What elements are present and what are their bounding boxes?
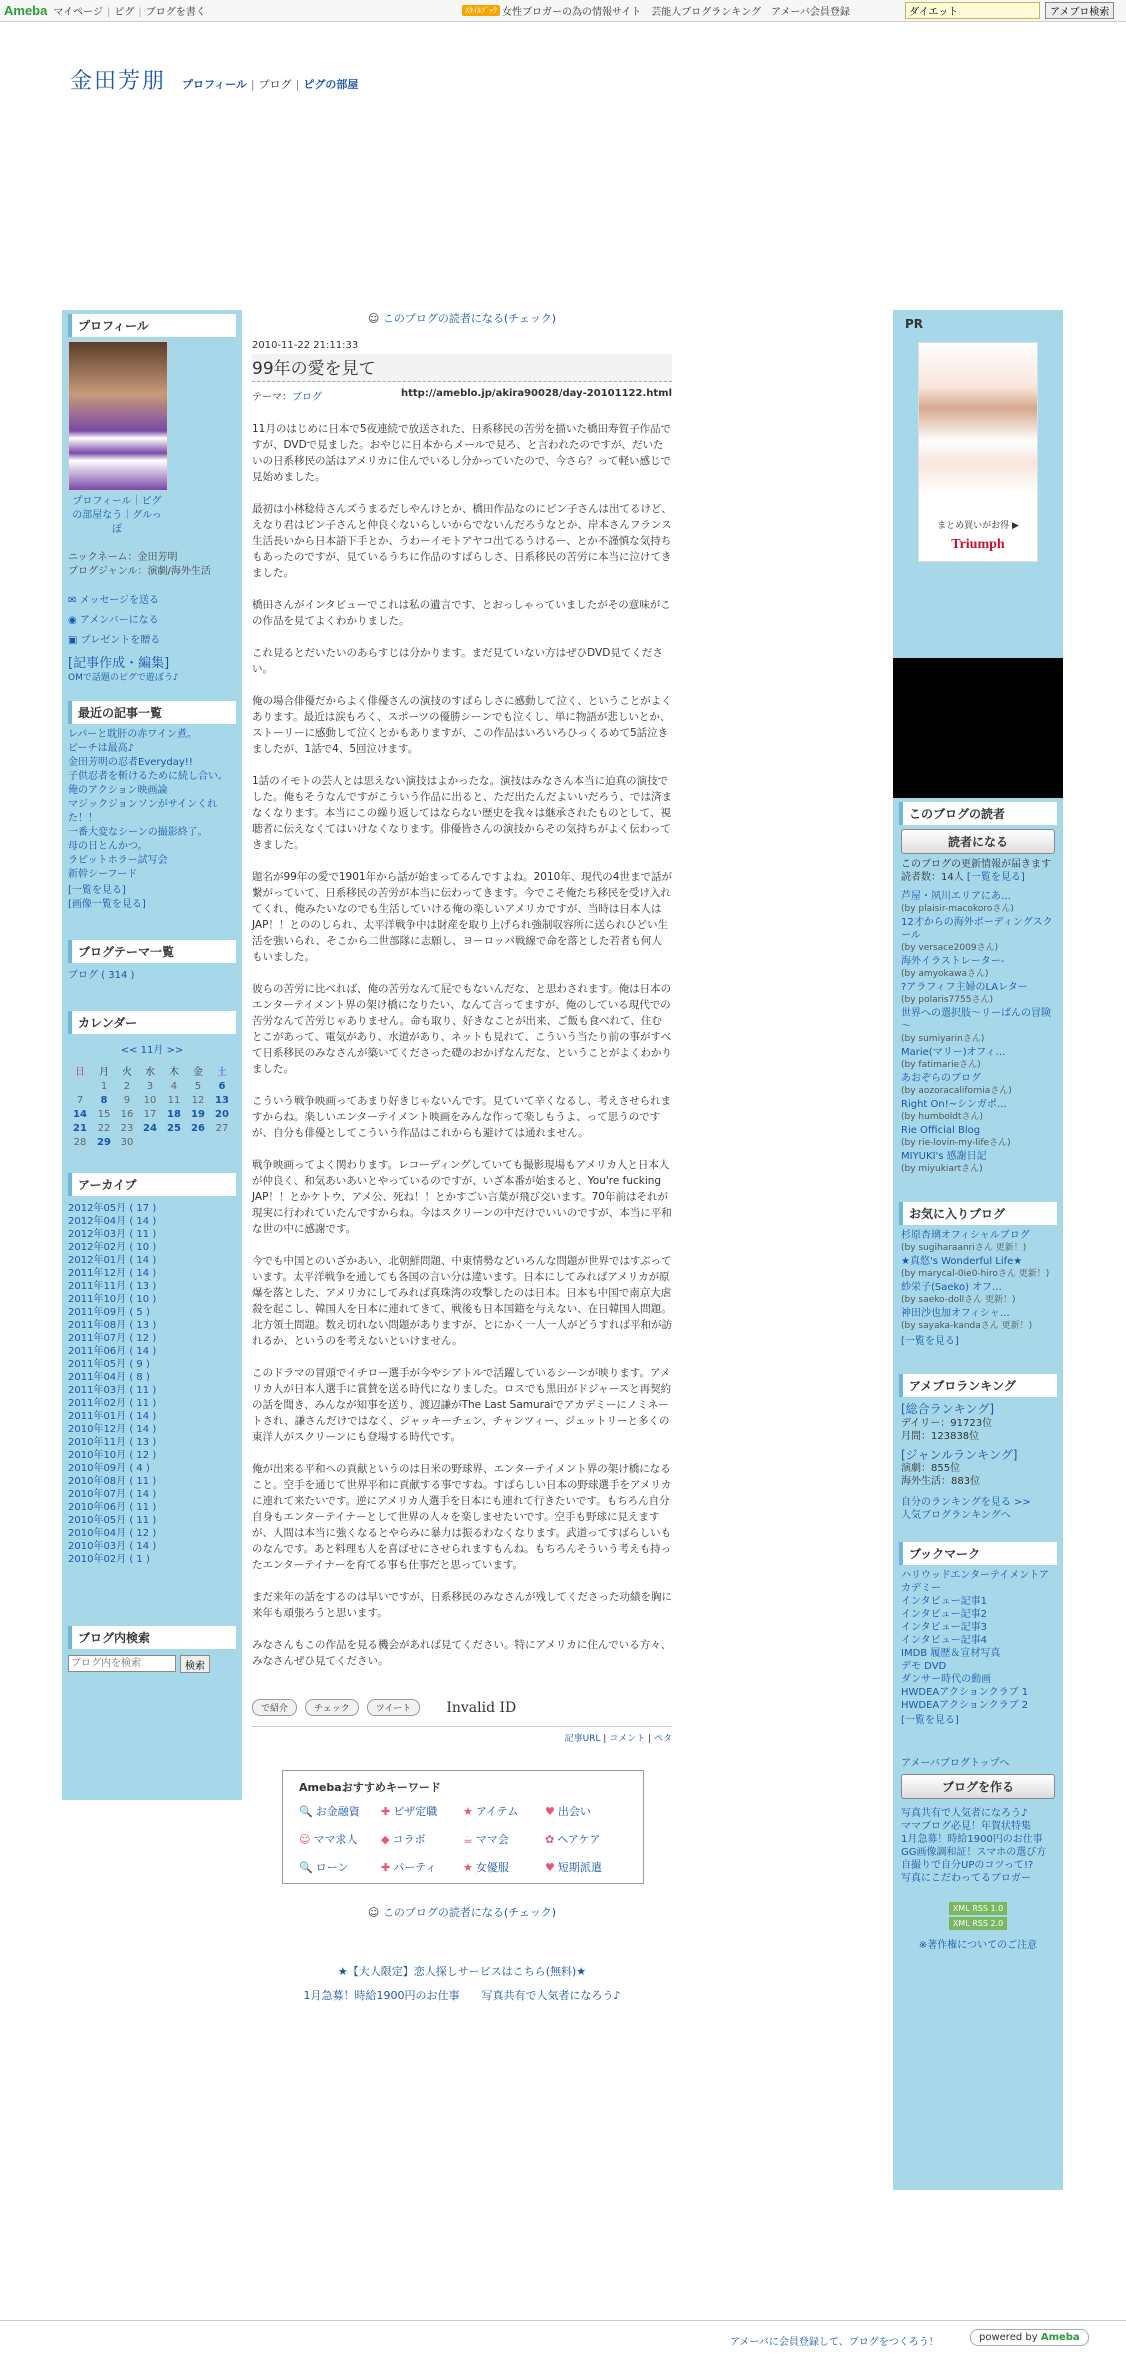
archive-item[interactable]: 2010年09月 ( 4 )	[68, 1463, 150, 1474]
keyword-icon: ★	[463, 1861, 473, 1874]
reader-link-bottom[interactable]: ☺ このブログの読者になる(チェック)	[367, 1906, 557, 1919]
readers-heading: このブログの読者	[899, 802, 1057, 825]
keyword-link[interactable]: ☺ ママ求人	[299, 1833, 358, 1846]
mypage-link[interactable]: マイページ	[53, 7, 103, 18]
reader-item	[901, 1150, 1055, 1176]
ameba-top-link[interactable]: アメーバブログトップへ	[901, 1758, 1010, 1769]
recent-all-link[interactable]: [一覧を見る]	[68, 885, 126, 896]
keyword-icon: ✚	[381, 1861, 391, 1874]
keyword-link[interactable]: ♥ 短期派遣	[545, 1861, 602, 1874]
entry-paragraph: 11月のはじめに日本で5夜連続で放送された、日系移民の苦労を描いた橋田寿賀子作品ですが、DVDで見ました。おやじに日本からメールで見ろ、と言われたのですが、だいたいの日系移民の話はアメリカに住んでいるし分かっていたので、今さら？って軽い感じで見始めました。	[252, 423, 672, 483]
create-blog-button[interactable]: ブログを作る	[901, 1774, 1055, 1799]
archive-item[interactable]: 2011年08月 ( 13 )	[68, 1320, 157, 1331]
ameba-logo[interactable]: Ameba	[4, 3, 48, 18]
fav-author: (by sugiharaanriさん 更新！)	[901, 1243, 1027, 1253]
fav-heading: お気に入りブログ	[899, 1202, 1057, 1225]
share-bar	[252, 1699, 672, 1716]
stylebook-badge: ｽﾀｲﾙﾌﾞｯｸ	[462, 5, 500, 16]
monthly-rank: 月間：123838位	[901, 1431, 980, 1442]
pigg-promo-link[interactable]: OMで話題のピグで遊ぼう♪	[68, 673, 179, 683]
archive-list	[62, 1202, 242, 1566]
entry-paragraph: 1話のイモトの芸人とは思えない演技はよかったな。演技はみなさん本当に迫真の演技でした。俺もそうなんですがこういう作品に出ると、ただ出たんだよいいだろう、では済まなくなります。本当にこの繰り返してはならない歴史を我々は継承されたものとして、視聴者に伝えなくてはいけなくなります。俳優皆さんの演技からその気持ちがよく伝わってきました。	[252, 775, 672, 851]
reader-author: (by rie-lovin-my-lifeさん)	[901, 1138, 1011, 1148]
fav-item	[901, 1255, 1055, 1281]
main-content	[252, 310, 672, 2008]
calendar-day: 9	[123, 1094, 131, 1106]
promo-link-2[interactable]: 1月急募！時給1900円のお仕事	[303, 1989, 460, 2002]
entry-paragraph: 今でも中国とのいざかあい、北朝鮮問題、中東情勢などいろんな問題が世界ではすぶっています。太平洋戦争を通しても各国の言い分は違います。日本にしてみればアメリカが原爆を落とした、アメリカにしてみれば真珠湾の攻撃したのは日本。日本も中国で南京大虐殺を起こし、韓国人を日本に連れてきて、戦後も日本国籍を与えない、在日韓国人問題。北方領土問題。数え切れない問題がありますが、とにかく一人一人がどうすれば平和が訪れるか、というのを考えないといけません。	[252, 1255, 672, 1347]
powered-by-badge[interactable]: powered by Ameba	[970, 2329, 1089, 2346]
share-intro-button[interactable]: で紹介	[252, 1699, 297, 1716]
reader-blog-link[interactable]: あおぞらのブログ	[901, 1073, 981, 1084]
tweet-button[interactable]: ツイート	[367, 1699, 421, 1716]
theme-blog-link[interactable]: ブログ ( 314 )	[68, 970, 135, 981]
calendar-day-link[interactable]: 18	[166, 1108, 181, 1120]
celeb-ranking-link[interactable]: 芸能人ブログランキング	[651, 7, 762, 18]
bookmark-link[interactable]: HWDEAアクションクラブ 1	[901, 1687, 1029, 1698]
daily-rank: デイリー：91723位	[901, 1418, 993, 1429]
edit-articles-link[interactable]: [記事作成・編集]	[68, 656, 170, 671]
archive-item[interactable]: 2010年04月 ( 12 )	[68, 1528, 157, 1539]
keyword-icon: ☕	[463, 1833, 473, 1846]
archive-heading: アーカイブ	[68, 1173, 236, 1196]
archive-item[interactable]: 2010年05月 ( 11 )	[68, 1515, 157, 1526]
archive-item[interactable]: 2010年07月 ( 14 )	[68, 1489, 157, 1500]
entry-paragraph: みなさんもこの作品を見る機会があれば見てください。特にアメリカに住んでいる方々、みなさんぜひ見てください。	[252, 1639, 672, 1667]
reader-blog-link[interactable]: Right On!~シンガポ…	[901, 1099, 1007, 1110]
bookmark-link[interactable]: ハリウッドエンターテイメントアカデミー	[901, 1570, 1049, 1594]
triumph-logo: Triumph	[951, 537, 1005, 552]
reader-item	[901, 955, 1055, 981]
fav-more-link[interactable]: [一覧を見る]	[901, 1336, 959, 1347]
recent-item[interactable]: 一番大変なシーンの撮影終了。	[68, 827, 208, 838]
calendar	[68, 1062, 234, 1149]
calendar-day: 27	[215, 1122, 229, 1134]
send-present-link[interactable]: ▣ プレゼントを贈る	[68, 635, 161, 646]
nav-profile[interactable]: プロフィール	[182, 78, 247, 91]
calendar-day: 23	[120, 1122, 134, 1134]
present-icon: ▣	[68, 635, 81, 646]
calendar-day: 28	[73, 1136, 87, 1148]
entry-title[interactable]: 99年の愛を見て	[252, 354, 672, 382]
archive-item[interactable]: 2010年12月 ( 14 )	[68, 1424, 157, 1435]
share-check-button[interactable]: チェック	[305, 1699, 359, 1716]
top-search-button[interactable]: アメブロ検索	[1045, 2, 1114, 19]
nav-blog[interactable]: ブログ	[258, 78, 292, 91]
register-link[interactable]: アメーバ会員登録	[771, 7, 850, 18]
become-reader-button[interactable]: 読者になる	[901, 829, 1055, 854]
reader-link-top[interactable]: ☺ このブログの読者になる(チェック)	[367, 312, 557, 325]
recent-item[interactable]: 金田芳明の忍者Everyday!!	[68, 757, 193, 768]
archive-item[interactable]: 2010年11月 ( 13 )	[68, 1437, 157, 1448]
page-footer	[0, 2320, 1126, 2379]
calendar-day: 12	[191, 1094, 205, 1106]
keyword-icon: ✚	[381, 1805, 391, 1818]
reader-icon: ☺	[367, 312, 383, 325]
calendar-day: 11	[167, 1094, 181, 1106]
nav-pigg-room[interactable]: ピグの部屋	[303, 78, 359, 91]
calendar-day: 3	[146, 1080, 154, 1092]
reader-icon: ☺	[367, 1906, 383, 1919]
blog-header: 金田芳朋 プロフィール | ブログ | ピグの部屋	[70, 64, 358, 95]
amember-icon: ◉	[68, 615, 80, 626]
archive-item[interactable]: 2011年10月 ( 10 )	[68, 1294, 157, 1305]
recent-item[interactable]: レパーと耽肝の赤ワイン煮。	[68, 729, 197, 740]
calendar-day: 10	[143, 1094, 157, 1106]
readers-count: 読者数：14人	[901, 872, 964, 883]
calendar-month-nav[interactable]: << 11月 >>	[120, 1045, 184, 1056]
keyword-icon: 🔍	[299, 1805, 313, 1818]
calendar-day-link[interactable]: 13	[215, 1094, 229, 1106]
calendar-day-header: 金	[192, 1067, 203, 1078]
promo-link-3[interactable]: 写真共有で人気者になろう♪	[481, 1989, 621, 2002]
archive-item[interactable]: 2011年12月 ( 14 )	[68, 1268, 157, 1279]
archive-item[interactable]: 2010年08月 ( 11 )	[68, 1476, 157, 1487]
keyword-link[interactable]: ✿ ヘアケア	[545, 1833, 601, 1846]
promo-link[interactable]: GG画像調和証！スマホの選び方	[901, 1847, 1047, 1858]
recent-item[interactable]: マジックジョンソンがサインくれた！！	[68, 799, 218, 824]
keyword-link[interactable]: ✚ ビザ定職	[381, 1805, 438, 1818]
keyword-icon: ◆	[381, 1833, 390, 1846]
write-blog-link[interactable]: ブログを書く	[145, 7, 206, 18]
reader-item	[901, 1124, 1055, 1150]
ranking-heading: アメブロランキング	[899, 1374, 1057, 1397]
keyword-icon: ✿	[545, 1833, 555, 1846]
calendar-day-link[interactable]: 26	[190, 1122, 205, 1134]
reader-blog-link[interactable]: MIYUKI's 感謝日記	[901, 1151, 987, 1162]
keyword-link[interactable]: 🔍 お金融資	[299, 1805, 360, 1818]
entry-paragraph: 俺の場合俳優だからよく俳優さんの演技のすばらしさに感動して泣く、ということがよくあります。最近は涙もろく、スポーツの優勝シーンでも泣くし、単に物語が悲しいとか、ストーリーに感動して泣くとかもありますが、この作品はいろいろひっくるめて5話泣きましたが、1話で4、5回泣けます。	[252, 695, 672, 755]
calendar-day: 2	[123, 1080, 131, 1092]
reader-author: (by versace2009さん)	[901, 943, 999, 953]
reader-author: (by sumiyarinさん)	[901, 1034, 985, 1044]
my-ranking-link[interactable]: 自分のランキングを見る >>	[901, 1497, 1031, 1508]
theme-link[interactable]: ブログ	[292, 392, 322, 403]
calendar-day-link[interactable]: 25	[166, 1122, 181, 1134]
keyword-link[interactable]: 🔍 ローン	[299, 1861, 349, 1874]
reader-author: (by humboldtさん)	[901, 1112, 984, 1122]
keyword-link[interactable]: ★ アイテム	[463, 1805, 519, 1818]
calendar-day: 15	[97, 1108, 111, 1120]
recent-item[interactable]: ラピットホラー試写会	[68, 855, 168, 866]
reader-blog-link[interactable]: 世界への選択肢～リーばんの冒険～	[901, 1008, 1051, 1032]
bookmark-link[interactable]: インタビュー記事4	[901, 1635, 987, 1646]
reader-item	[901, 1046, 1055, 1072]
fav-item	[901, 1281, 1055, 1307]
fav-blog-link[interactable]: 紗栄子(Saeko) オフ…	[901, 1282, 1002, 1293]
calendar-day-link[interactable]: 21	[73, 1122, 87, 1134]
calendar-heading: カレンダー	[68, 1011, 236, 1034]
archive-item[interactable]: 2011年09月 ( 5 )	[68, 1307, 150, 1318]
fav-blog-link[interactable]: 神田沙也加オフィシャ…	[901, 1308, 1010, 1319]
fav-item	[901, 1307, 1055, 1333]
invalid-id-text: Invalid ID	[446, 1699, 517, 1716]
archive-item[interactable]: 2012年03月 ( 11 )	[68, 1229, 157, 1240]
archive-item[interactable]: 2010年03月 ( 14 )	[68, 1541, 157, 1552]
keyword-link[interactable]: ☕ ママ会	[463, 1833, 509, 1846]
recent-item[interactable]: 俺のアクション映画論	[68, 785, 168, 796]
bookmark-link[interactable]: インタビュー記事2	[901, 1609, 987, 1620]
bookmark-heading: ブックマーク	[899, 1542, 1057, 1565]
calendar-day-link[interactable]: 6	[218, 1080, 226, 1092]
ad-banner[interactable]: まとめ買いがお得 ▶ Triumph	[918, 342, 1038, 562]
reader-blog-link[interactable]: Rie Official Blog	[901, 1125, 981, 1136]
recent-item[interactable]: ビーチは最高♪	[68, 743, 134, 754]
reader-item	[901, 916, 1055, 955]
keyword-box	[282, 1770, 644, 1884]
fav-item	[901, 1229, 1055, 1255]
profile-avatar[interactable]	[68, 341, 168, 491]
recent-item[interactable]: 新幹シーフード	[68, 869, 138, 880]
pr-heading: PR	[905, 317, 924, 331]
keyword-icon: ♥	[545, 1861, 555, 1874]
genre-rank-2: 海外生活：883位	[901, 1476, 981, 1487]
profile-links[interactable]: プロフィール｜ピグの部屋なう｜グルっぽ	[72, 496, 162, 535]
blog-title[interactable]: 金田芳朋	[70, 69, 167, 94]
calendar-day: 4	[170, 1080, 178, 1092]
reader-blog-link[interactable]: ?アラフィフ主婦のLAレター	[901, 982, 1028, 993]
fav-author: (by sayaka-kandaさん 更新！)	[901, 1321, 1033, 1331]
archive-item[interactable]: 2012年01月 ( 14 )	[68, 1255, 157, 1266]
entry-url: http://ameblo.jp/akira90028/day-20101122.html	[400, 388, 672, 399]
reader-item	[901, 890, 1055, 916]
reader-blog-link[interactable]: 芦屋・夙川エリアにあ…	[901, 891, 1011, 902]
calendar-day-link[interactable]: 20	[215, 1108, 229, 1120]
keyword-link[interactable]: ♥ 出会い	[545, 1805, 591, 1818]
promo-link[interactable]: 1月急募！時給1900円のお仕事	[901, 1834, 1043, 1845]
theme-label: テーマ：	[252, 392, 292, 403]
mail-icon: ✉	[68, 595, 80, 606]
archive-item[interactable]: 2011年07月 ( 12 )	[68, 1333, 157, 1344]
calendar-day-header: 水	[144, 1067, 155, 1078]
blog-search-input[interactable]	[68, 1655, 176, 1672]
reader-author: (by aozoracaliforniaさん)	[901, 1086, 1012, 1096]
reader-author: (by polaris7755さん)	[901, 995, 993, 1005]
calendar-day: 1	[100, 1080, 108, 1092]
theme-heading: ブログテーマ一覧	[68, 940, 236, 963]
keyword-link[interactable]: ✚ パーティ	[381, 1861, 437, 1874]
archive-item[interactable]: 2012年02月 ( 10 )	[68, 1242, 157, 1253]
promo-link[interactable]: 写真共有で人気者になろう♪	[901, 1808, 1028, 1819]
calendar-day-link[interactable]: 8	[100, 1094, 108, 1106]
promo-link[interactable]: ママブログ必見！年賀状特集	[901, 1821, 1031, 1832]
calendar-day: 17	[143, 1108, 157, 1120]
promo-link[interactable]: 写真にこだわってるブロガー	[901, 1873, 1031, 1884]
bm-more-link[interactable]: [一覧を見る]	[901, 1715, 959, 1726]
top-search-input[interactable]	[905, 2, 1040, 19]
copyright-link[interactable]: ※著作権についてのご注意	[918, 1940, 1038, 1951]
total-ranking-link[interactable]: [総合ランキング]	[901, 1402, 995, 1416]
keyword-icon: ★	[463, 1805, 473, 1818]
footer-register-link[interactable]: アメーバに会員登録して、ブログをつくろう！	[730, 2337, 939, 2348]
genre-rank-1: 演劇：855位	[901, 1463, 961, 1474]
fav-author: (by marycal-0ie0-hiroさん 更新！)	[901, 1269, 1050, 1279]
reader-blog-link[interactable]: Marie(マリー)オフィ…	[901, 1047, 1006, 1058]
keyword-icon: 🔍	[299, 1861, 313, 1874]
keyword-link[interactable]: ◆ コラボ	[381, 1833, 426, 1846]
calendar-day-link[interactable]: 19	[190, 1108, 205, 1120]
bookmark-link[interactable]: IMDB 履歴＆宣材写真	[901, 1648, 1001, 1659]
entry-paragraph: まだ来年の話をするのは早いですが、日系移民のみなさんが残してくださった功績を胸に来年も頑張ろうと思います。	[252, 1591, 672, 1619]
reader-item	[901, 1072, 1055, 1098]
entry-date: 2010-11-22 21:11:33	[252, 340, 359, 351]
archive-item[interactable]: 2010年06月 ( 11 )	[68, 1502, 157, 1513]
calendar-day: 7	[76, 1094, 84, 1106]
reader-item	[901, 981, 1055, 1007]
entry-footer: 記事URL | コメント | ペタ	[252, 1726, 672, 1744]
become-amember-link[interactable]: ◉ アメンバーになる	[68, 615, 159, 626]
keyword-heading: Amebaおすすめキーワード	[299, 1781, 441, 1794]
fav-author: (by saeko-dollさん 更新！)	[901, 1295, 1016, 1305]
calendar-day: 16	[120, 1108, 134, 1120]
keyword-icon: ☺	[299, 1833, 311, 1846]
calendar-day-header: 月	[99, 1067, 109, 1078]
promo-link-1[interactable]: ★【大人限定】恋人探しサービスはこちら(無料)★	[337, 1965, 587, 1978]
archive-item[interactable]: 2011年06月 ( 14 )	[68, 1346, 157, 1357]
recent-list	[62, 728, 242, 882]
readers-desc: このブログの更新情報が届きます	[901, 859, 1051, 870]
send-message-link[interactable]: ✉ メッセージを送る	[68, 595, 159, 606]
reader-author: (by miyukiartさん)	[901, 1164, 983, 1174]
reader-item	[901, 1007, 1055, 1046]
article-url-link[interactable]: 記事URL	[564, 1734, 601, 1744]
peta-link[interactable]: ペタ	[653, 1734, 672, 1744]
archive-item[interactable]: 2012年04月 ( 14 )	[68, 1216, 157, 1227]
black-ad-box[interactable]	[893, 658, 1063, 798]
bookmark-link[interactable]: HWDEAアクションクラブ 2	[901, 1700, 1029, 1711]
archive-item[interactable]: 2011年03月 ( 11 )	[68, 1385, 157, 1396]
readers-more-link[interactable]: [一覧を見る]	[966, 872, 1025, 883]
calendar-day-header: 木	[168, 1067, 179, 1078]
archive-item[interactable]: 2011年05月 ( 9 )	[68, 1359, 150, 1370]
recent-heading: 最近の記事一覧	[68, 701, 236, 724]
entry-paragraph: 橋田さんがインタビューでこれは私の遺言です、とおっしゃっていましたがその意味がこの作品を見てよくわかりました。	[252, 599, 671, 627]
profile-heading: プロフィール	[68, 314, 236, 337]
calendar-day-header: 日	[75, 1067, 85, 1078]
nickname: ニックネーム：金田芳明	[68, 552, 178, 563]
blog-genre: ブログジャンル：演劇/海外生活	[68, 566, 211, 577]
reader-item	[901, 1098, 1055, 1124]
search-heading: ブログ内検索	[68, 1626, 236, 1649]
calendar-day: 5	[194, 1080, 202, 1092]
entry-paragraph: 最初は小林稔侍さんズうまるだしやんけとか、橋田作品なのにピン子さんは出てるけど、えなり君はピン子さんと仲良くないらしいからでないんだろうなとか、岸本さんフランス生活長いから日本語下手とか、うわーイモトアヤコ出てるうけるー、とか不謹慎な気持ちもあったのですが、見ているうちに作品のすばらしさ、日系移民の苦労に本当に泣けてきました。	[252, 503, 672, 579]
archive-item[interactable]: 2011年02月 ( 11 )	[68, 1398, 157, 1409]
comment-link[interactable]: コメント	[609, 1734, 646, 1744]
promo-link[interactable]: 自撮りで自分UPのコツって!?	[901, 1860, 1034, 1871]
archive-item[interactable]: 2012年05月 ( 17 )	[68, 1203, 157, 1214]
bookmark-link[interactable]: インタビュー記事1	[901, 1596, 987, 1607]
left-sidebar	[62, 310, 242, 1800]
calendar-day-header: 土	[216, 1067, 227, 1078]
bookmark-link[interactable]: デモ DVD	[901, 1661, 947, 1672]
bookmark-link[interactable]: ダンサー時代の動画	[901, 1674, 992, 1685]
popular-ranking-link[interactable]: 人気ブログランキングへ	[901, 1510, 1011, 1521]
reader-author: (by fatimarieさん)	[901, 1060, 981, 1070]
keyword-icon: ♥	[545, 1805, 555, 1818]
calendar-day-link[interactable]: 14	[73, 1108, 87, 1120]
reader-author: (by amyokawaさん)	[901, 969, 989, 979]
blog-search-button[interactable]: 検索	[180, 1655, 210, 1673]
archive-item[interactable]: 2010年02月 ( 1 )	[68, 1554, 150, 1565]
fav-blog-link[interactable]: 杉原杏璃オフィシャルブログ	[901, 1230, 1030, 1241]
entry-paragraph: 題名が99年の愛で1901年から話が始まってるんですよね。2010年、現代の4世まで話が繋がっていて、日系移民の苦労が本当に伝わってきます。今でこそ俺たち移民を受け入れてくれ、俺みたいなのでも生活していける俺の楽しいアメリカですが、当時は日本人はJAP！！とののしられ、太平洋戦争中は財産を取り上げられ強制収容所に送られひどい生活を強いられ、そこから二世部隊に志願し、ヨーロッパ戦線で命を落とした若者も何人もいました。	[252, 871, 672, 963]
reader-blog-link[interactable]: 海外イラストレーター-	[901, 956, 1005, 967]
women-blogger-link[interactable]: 女性ブロガーの為の情報サイト	[502, 7, 642, 18]
bookmark-link[interactable]: インタビュー記事3	[901, 1622, 987, 1633]
archive-item[interactable]: 2011年04月 ( 8 )	[68, 1372, 150, 1383]
calendar-day-header: 火	[121, 1067, 132, 1078]
recent-images-link[interactable]: [画像一覧を見る]	[68, 899, 146, 910]
entry-paragraph: 戦争映画ってよく関わります。レコーディングしていても撮影現場もアメリカ人と日本人が仲良く、和気あいあいとやっているのですが、いざ本番が始まると、You're fucking JAP！！とかケトウ、アメ公、死ね！！とかすごい言葉が飛び交います。70年前はそれが現実に行われていたんですからね。今はスクリーンの中だけでいいのですが、本当に平和な世の中に感謝です。	[252, 1159, 672, 1235]
genre-ranking-link[interactable]: [ジャンルランキング]	[901, 1448, 1018, 1462]
right-sidebar	[893, 310, 1063, 2190]
reader-blog-link[interactable]: 12才からの海外ボーディングスクール	[901, 917, 1053, 941]
calendar-day-link[interactable]: 29	[97, 1136, 111, 1148]
reader-author: (by plaisir-macokoroさん)	[901, 904, 1014, 914]
calendar-day: 30	[120, 1136, 134, 1148]
recent-item[interactable]: 母の日とんかつ。	[68, 841, 148, 852]
keyword-link[interactable]: ★ 女優服	[463, 1861, 509, 1874]
entry-paragraph: 彼らの苦労に比べれば、俺の苦労なんて屁でもないんだな、と思わされます。俺は日本のエンターテイメント界の架け橋になりたい、なんて言ってますが、俺のしている現代での苦労なんて苦労じゃありません。命も取り、好きなことが出来、ご飯も食べれて、住むとこがあって、電気があり、水道があり、ネットも見れて、こういう当たり前の事がすべて日系移民のみなさんが築いてくださった礎のおかげなんだな、ということがよくわかりました。	[252, 983, 672, 1075]
pigg-link[interactable]: ピグ	[114, 7, 135, 18]
entry-body	[252, 421, 672, 1669]
entry-paragraph: これ見るとだいたいのあらすじは分かります。まだ見ていない方はぜひDVD見てください。	[252, 647, 663, 675]
archive-item[interactable]: 2010年10月 ( 12 )	[68, 1450, 157, 1461]
entry-paragraph: このドラマの冒頭でイチロー選手が今やシアトルで活躍しているシーンが映ります。アメリカ人が日本人選手に賞賛を送る時代になりました。ロスでも黒田がドジャースと再契約の話を聞き、みんなが知事を送り、渡辺謙がThe Last Samuraiでアカデミーにノミネートされ、謙さんだけではなく、ジャッキーチェン、チャンツィー、ジェットリーと多くの東洋人がスクリーンにも登場する時代です。	[252, 1367, 672, 1443]
recent-item[interactable]: 子供忍者を斬けるために続し合い。	[68, 771, 228, 782]
calendar-day-link[interactable]: 24	[142, 1122, 157, 1134]
rss2-badge[interactable]: XML RSS 2.0	[949, 1917, 1007, 1930]
archive-item[interactable]: 2011年11月 ( 13 )	[68, 1281, 157, 1292]
entry-paragraph: こういう戦争映画ってあまり好きじゃないんです。見ていて辛くなるし、考えさせられますからね。楽しいエンターテイメント映画をみんな作って楽しもうよ、って思うのですが、自分も俳優としてこういう作品はこれからも避けては通れません。	[252, 1095, 672, 1139]
archive-item[interactable]: 2011年01月 ( 14 )	[68, 1411, 157, 1422]
calendar-day: 22	[97, 1122, 111, 1134]
top-bar: Ameba マイページ | ピグ | ブログを書く ｽﾀｲﾙﾌﾞｯｸ 女性ブロガーの為の情報サイト 芸能人ブログランキング アメーバ会員登録 ダイエット アメブロ検索	[0, 0, 1126, 22]
fav-blog-link[interactable]: ★真悠's Wonderful Life★	[901, 1256, 1023, 1267]
entry-paragraph: 俺が出来る平和への貢献というのは日米の野球界、エンターテイメント界の架け橋になること。空手を通じて世界平和に貢献する事ですね。すばらしい日本の野球選手をアメリカに連れて来たいです。逆にアメリカ人選手を日本にも連れて行きたいです。もちろん自分自身もエンターテイナーとして世界の人々を楽しませたいです。空手も野球に見えますが、人間は本当に強くなるとやらみに暴力は振るわなくなります。武道ってすばらしいものなんです。あと料理も人を喜ばせにさせられますもんね。もちろんそういう考えも持ったエンターテイナーを育てる事も仕事だと思っています。	[252, 1463, 672, 1571]
rss1-badge[interactable]: XML RSS 1.0	[949, 1902, 1007, 1915]
